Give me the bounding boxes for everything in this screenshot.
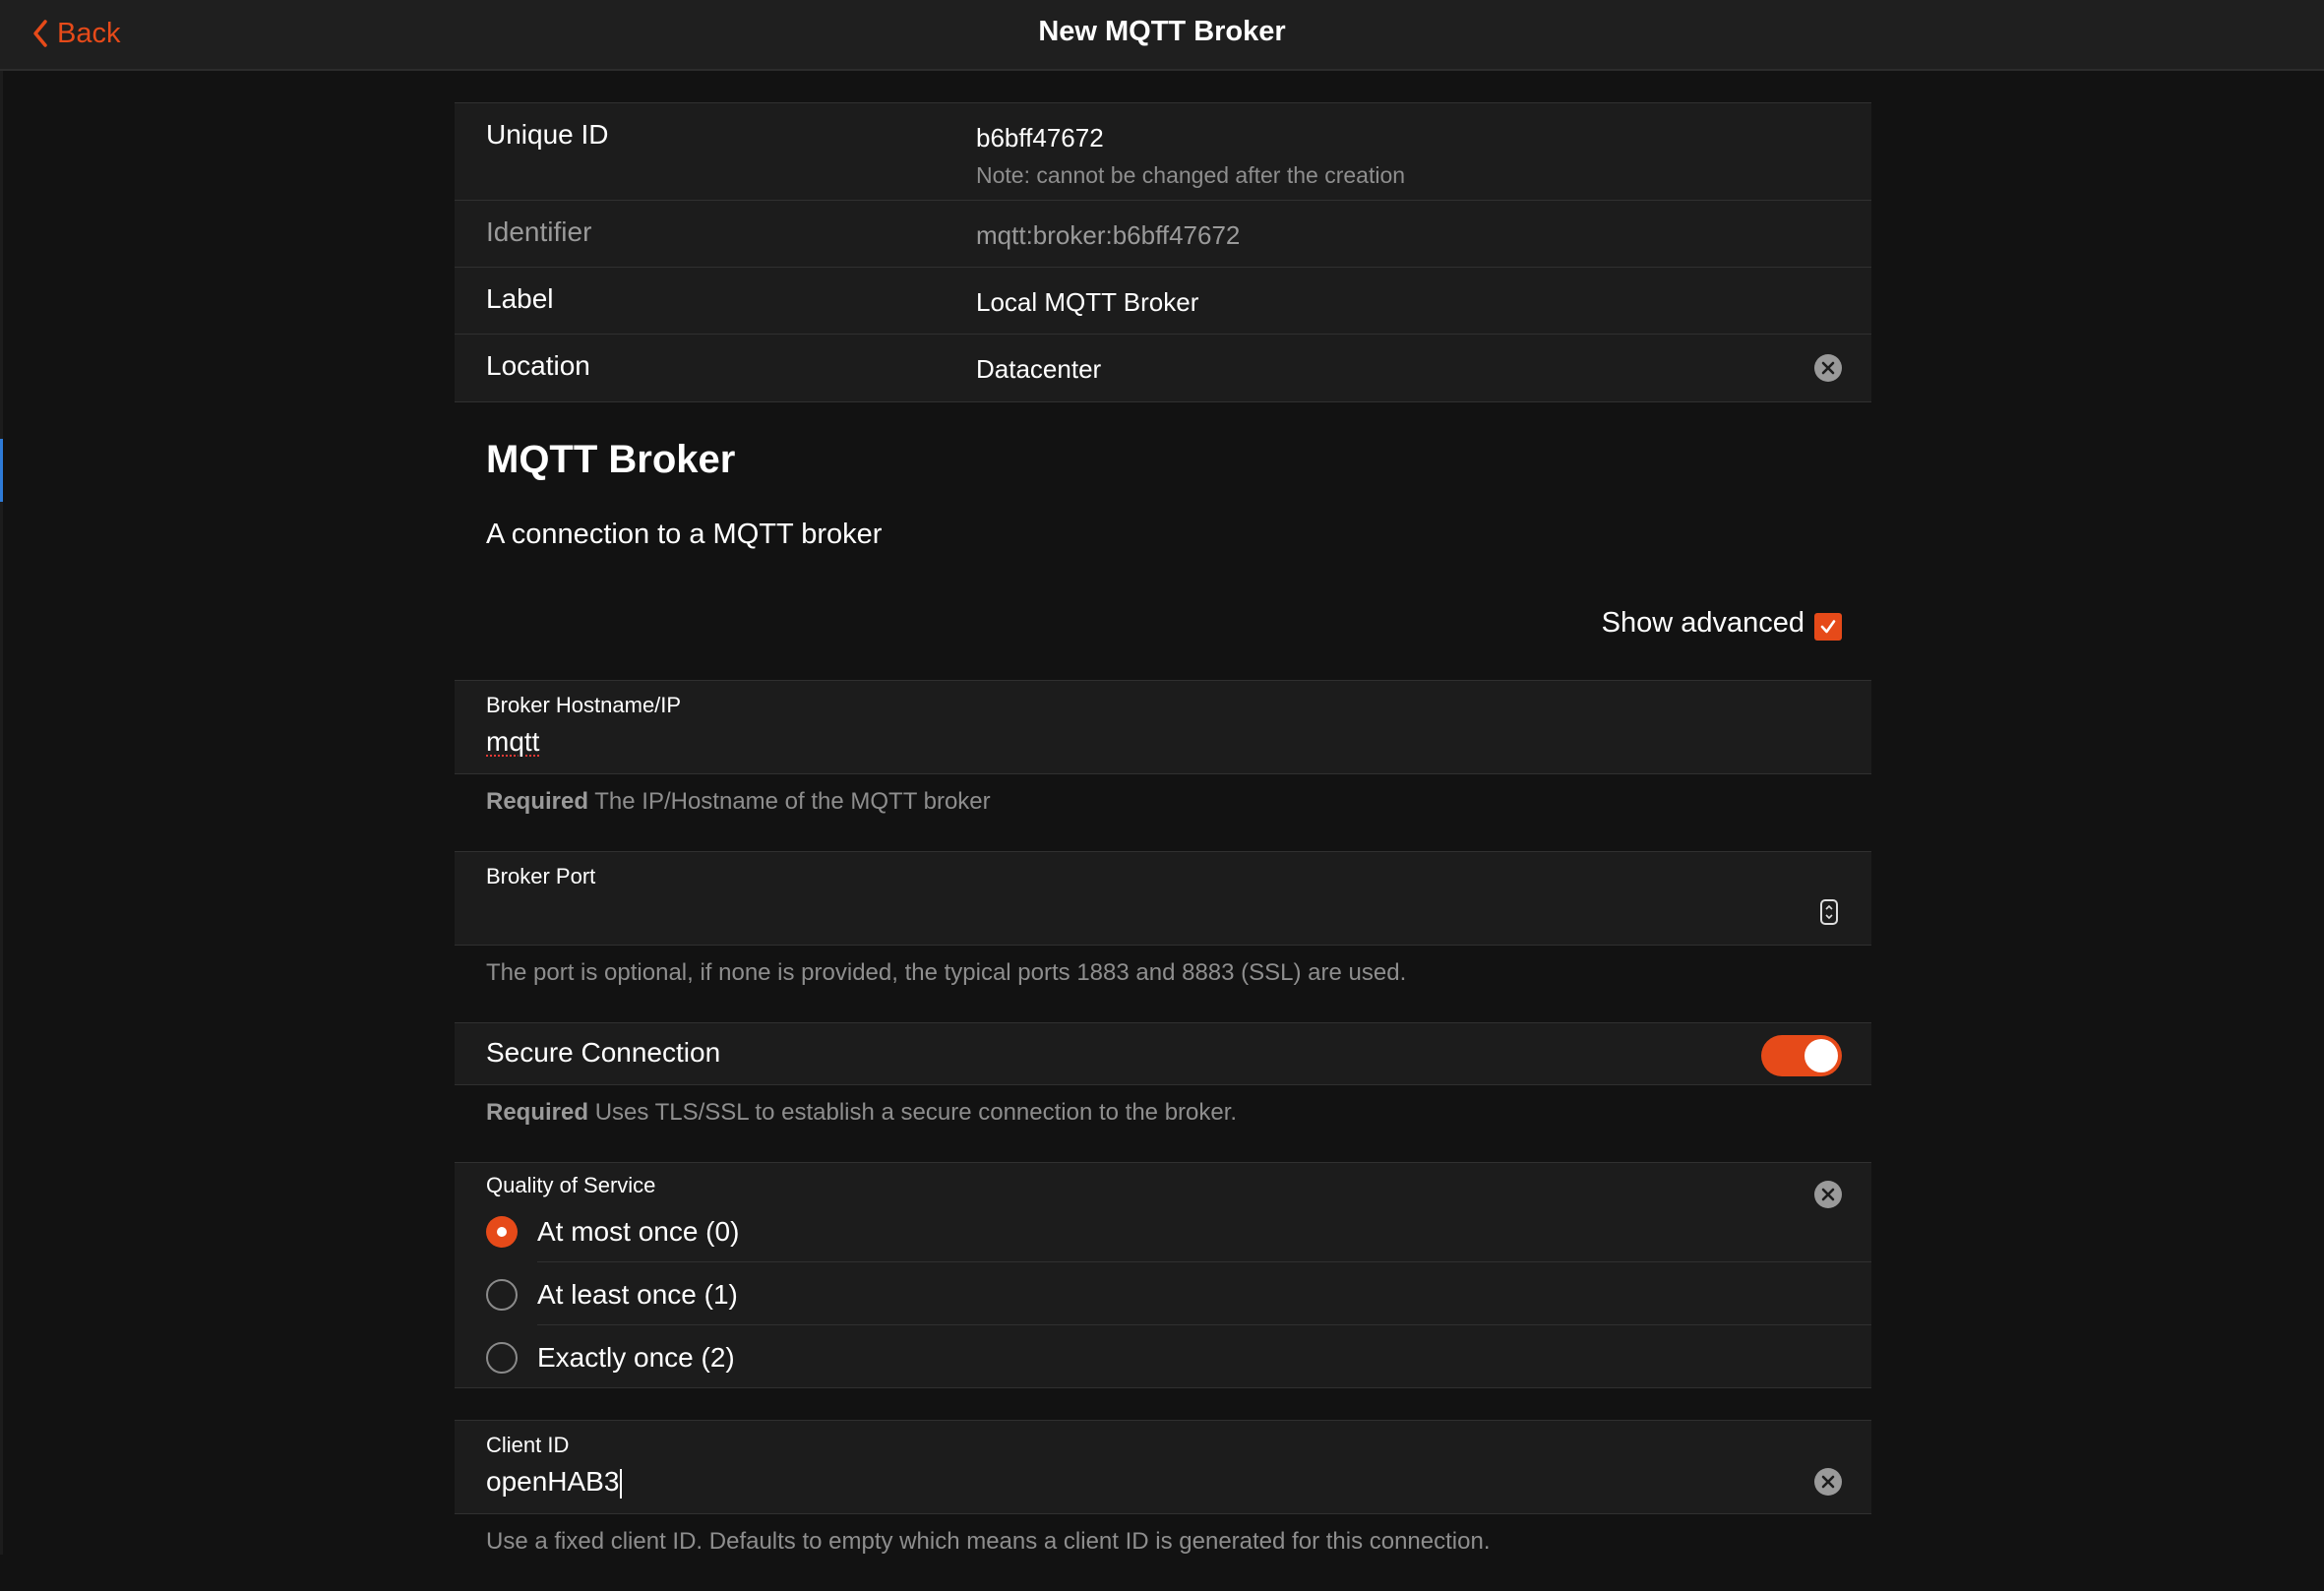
broker-host-help (455, 774, 1871, 851)
identifier-value: mqtt:broker:b6bff47672 (976, 220, 1241, 250)
secure-connection-field (455, 1022, 1871, 1085)
qos-clear-icon[interactable] (1814, 1181, 1842, 1208)
main-content (455, 102, 1871, 1591)
secure-connection-label: Secure Connection (486, 1037, 721, 1068)
client-id-help: Use a fixed client ID. Defaults to empty which means a client ID is generated for this connection. (486, 1528, 1491, 1555)
qos-option-2-radio[interactable] (486, 1342, 518, 1374)
broker-host-label: Broker Hostname/IP (486, 693, 682, 717)
qos-option-0-radio[interactable] (486, 1216, 518, 1248)
qos-option-0-label[interactable]: At most once (0) (537, 1216, 740, 1247)
qos-field (455, 1162, 1871, 1388)
identifier-row (455, 201, 1871, 268)
show-advanced-checkbox[interactable] (1814, 613, 1842, 641)
qos-option-1-label[interactable]: At least once (1) (537, 1279, 738, 1310)
qos-label: Quality of Service (486, 1173, 656, 1197)
label-row (455, 268, 1871, 335)
broker-port-field (455, 851, 1871, 946)
secure-required: Required (486, 1099, 589, 1126)
port-stepper-icon[interactable] (1820, 899, 1838, 925)
toggle-knob (1804, 1039, 1838, 1072)
unique-id-input[interactable]: b6bff47672 (976, 123, 1104, 153)
location-row (455, 335, 1871, 401)
location-clear-icon[interactable] (1814, 354, 1842, 382)
secure-connection-help (455, 1085, 1871, 1162)
show-advanced-row (455, 605, 1871, 644)
broker-host-required: Required (486, 788, 589, 815)
broker-host-help-text: The IP/Hostname of the MQTT broker (594, 788, 991, 815)
text-caret (620, 1469, 622, 1499)
client-id-input[interactable] (486, 1466, 622, 1499)
left-edge (0, 71, 3, 1555)
checkmark-icon (1819, 618, 1837, 636)
location-label: Location (486, 350, 590, 381)
left-accent-indicator (0, 439, 3, 502)
broker-port-input[interactable] (486, 897, 1765, 931)
navbar (0, 0, 2324, 71)
qos-option-1-radio[interactable] (486, 1279, 518, 1311)
page-title: New MQTT Broker (1038, 16, 1286, 47)
label-input[interactable]: Local MQTT Broker (976, 287, 1199, 317)
divider (537, 1324, 1871, 1325)
divider (537, 1261, 1871, 1262)
location-input[interactable]: Datacenter (976, 354, 1102, 384)
section-description: A connection to a MQTT broker (486, 519, 883, 550)
section-title: MQTT Broker (486, 438, 736, 481)
broker-port-label: Broker Port (486, 864, 596, 888)
broker-host-input[interactable]: mqtt (486, 726, 540, 757)
qos-option-2-label[interactable]: Exactly once (2) (537, 1342, 735, 1373)
client-id-clear-icon[interactable] (1814, 1468, 1842, 1496)
broker-port-help: The port is optional, if none is provided, the typical ports 1883 and 8883 (SSL) are used. (486, 959, 1407, 986)
unique-id-row (455, 103, 1871, 201)
thing-info-block (455, 102, 1871, 402)
label-label: Label (486, 283, 554, 314)
broker-host-field (455, 680, 1871, 774)
client-id-value: openHAB3 (486, 1466, 620, 1497)
unique-id-label: Unique ID (486, 119, 609, 150)
client-id-field (455, 1420, 1871, 1514)
back-label: Back (57, 17, 121, 49)
unique-id-note: Note: cannot be changed after the creation (976, 162, 1406, 188)
identifier-label: Identifier (486, 216, 592, 247)
secure-connection-toggle[interactable] (1761, 1035, 1842, 1076)
show-advanced-label: Show advanced (1601, 607, 1804, 639)
client-id-label: Client ID (486, 1433, 570, 1457)
secure-help-text: Uses TLS/SSL to establish a secure connection to the broker. (594, 1099, 1238, 1126)
